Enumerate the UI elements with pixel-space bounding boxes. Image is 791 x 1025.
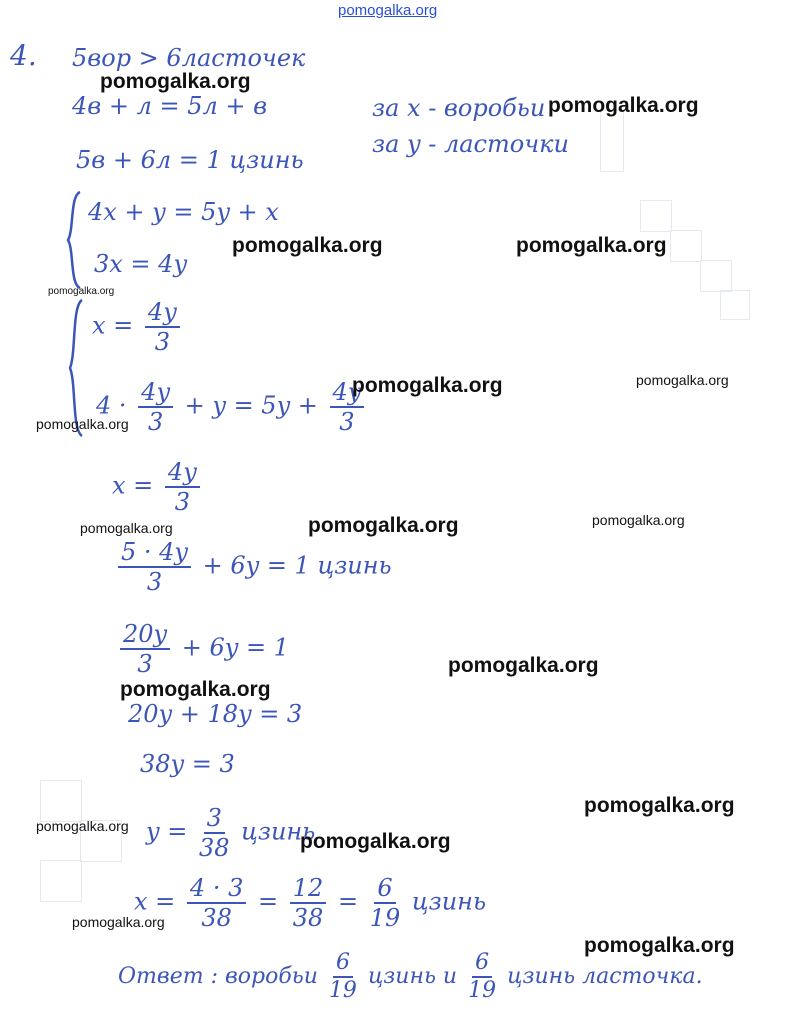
watermark: pomogalka.org xyxy=(72,914,165,930)
system1-line1: 4x + y = 5y + x xyxy=(88,198,279,226)
fraction: $\frac{20y}{3}$ xyxy=(120,622,170,676)
step-x-value: x = $\frac{4 \cdot 3}{38}$ = $\frac{12}{38}$ = $\frac{6}{19}$ цзинь xyxy=(134,874,487,932)
watermark: pomogalka.org xyxy=(80,520,173,536)
background-grid-decoration xyxy=(670,230,702,262)
fraction: $\frac{4y}{3}$ xyxy=(330,380,365,434)
background-grid-decoration xyxy=(40,860,82,902)
system1-line2: 3x = 4y xyxy=(94,250,187,278)
watermark: pomogalka.org xyxy=(516,234,667,257)
fraction: $\frac{6}{19}$ xyxy=(468,950,497,1003)
watermark: pomogalka.org xyxy=(300,830,451,853)
variable-x-definition: за x - воробьи xyxy=(372,94,546,122)
background-grid-decoration xyxy=(700,260,732,292)
watermark: pomogalka.org xyxy=(308,514,459,537)
fraction: $\frac{6}{19}$ xyxy=(328,950,357,1003)
step-combined: 38y = 3 xyxy=(140,750,235,778)
step-simplified: $\frac{20y}{3}$ + 6y = 1 xyxy=(116,622,289,676)
fraction: $\frac{4y}{3}$ xyxy=(145,300,180,354)
equation-1: 4в + л = 5л + в xyxy=(72,92,268,120)
watermark: pomogalka.org xyxy=(232,234,383,257)
watermark: pomogalka.org xyxy=(636,372,729,388)
watermark: pomogalka.org xyxy=(584,934,735,957)
watermark: pomogalka.org xyxy=(548,94,699,117)
background-grid-decoration xyxy=(720,290,750,320)
watermark: pomogalka.org xyxy=(584,794,735,817)
background-grid-decoration xyxy=(600,110,624,172)
fraction: $\frac{5 \cdot 4y}{3}$ xyxy=(118,540,191,594)
watermark: pomogalka.org xyxy=(592,512,685,528)
step-x-expression: x = $\frac{4y}{3}$ xyxy=(112,460,204,514)
step-substitution: $\frac{5 \cdot 4y}{3}$ + 6y = 1 цзинь xyxy=(114,540,392,594)
watermark: pomogalka.org xyxy=(36,818,129,834)
watermark: pomogalka.org xyxy=(100,70,251,93)
fraction: $\frac{4y}{3}$ xyxy=(165,460,200,514)
step-y-value: y = $\frac{3}{38}$ цзинь xyxy=(146,804,316,862)
fraction: $\frac{4y}{3}$ xyxy=(138,380,173,434)
watermark: pomogalka.org xyxy=(448,654,599,677)
fraction: $\frac{12}{38}$ xyxy=(290,876,327,930)
watermark: pomogalka.org xyxy=(120,678,271,701)
system2-line1 xyxy=(92,300,184,354)
fraction: $\frac{6}{19}$ xyxy=(369,874,401,932)
equation-2: 5в + 6л = 1 цзинь xyxy=(76,146,304,174)
background-grid-decoration xyxy=(40,780,82,822)
answer-line: Ответ : воробьи $\frac{6}{19}$ цзинь и $\frac{6}{19}$ цзинь ласточка. xyxy=(118,950,703,1003)
watermark: pomogalka.org xyxy=(352,374,503,397)
fraction: $\frac{3}{38}$ xyxy=(198,804,230,862)
watermark: pomogalka.org xyxy=(48,286,115,297)
step-cleared-denominator: 20y + 18y = 3 xyxy=(128,700,303,728)
given-relation: 5вор > 6ласточек xyxy=(72,44,306,72)
fraction: $\frac{4 \cdot 3}{38}$ xyxy=(187,876,246,930)
variable-y-definition: за y - ласточки xyxy=(372,130,569,158)
system-brace xyxy=(64,190,84,290)
background-grid-decoration xyxy=(640,200,672,232)
site-header-link[interactable]: pomogalka.org xyxy=(338,2,438,19)
watermark: pomogalka.org xyxy=(36,416,129,432)
x-equals: x = xyxy=(92,311,134,340)
task-number: 4. xyxy=(10,39,37,72)
system2-line2: 4 · $\frac{4y}{3}$ + y = 5y + $\frac{4y}{3}$ xyxy=(96,380,368,434)
